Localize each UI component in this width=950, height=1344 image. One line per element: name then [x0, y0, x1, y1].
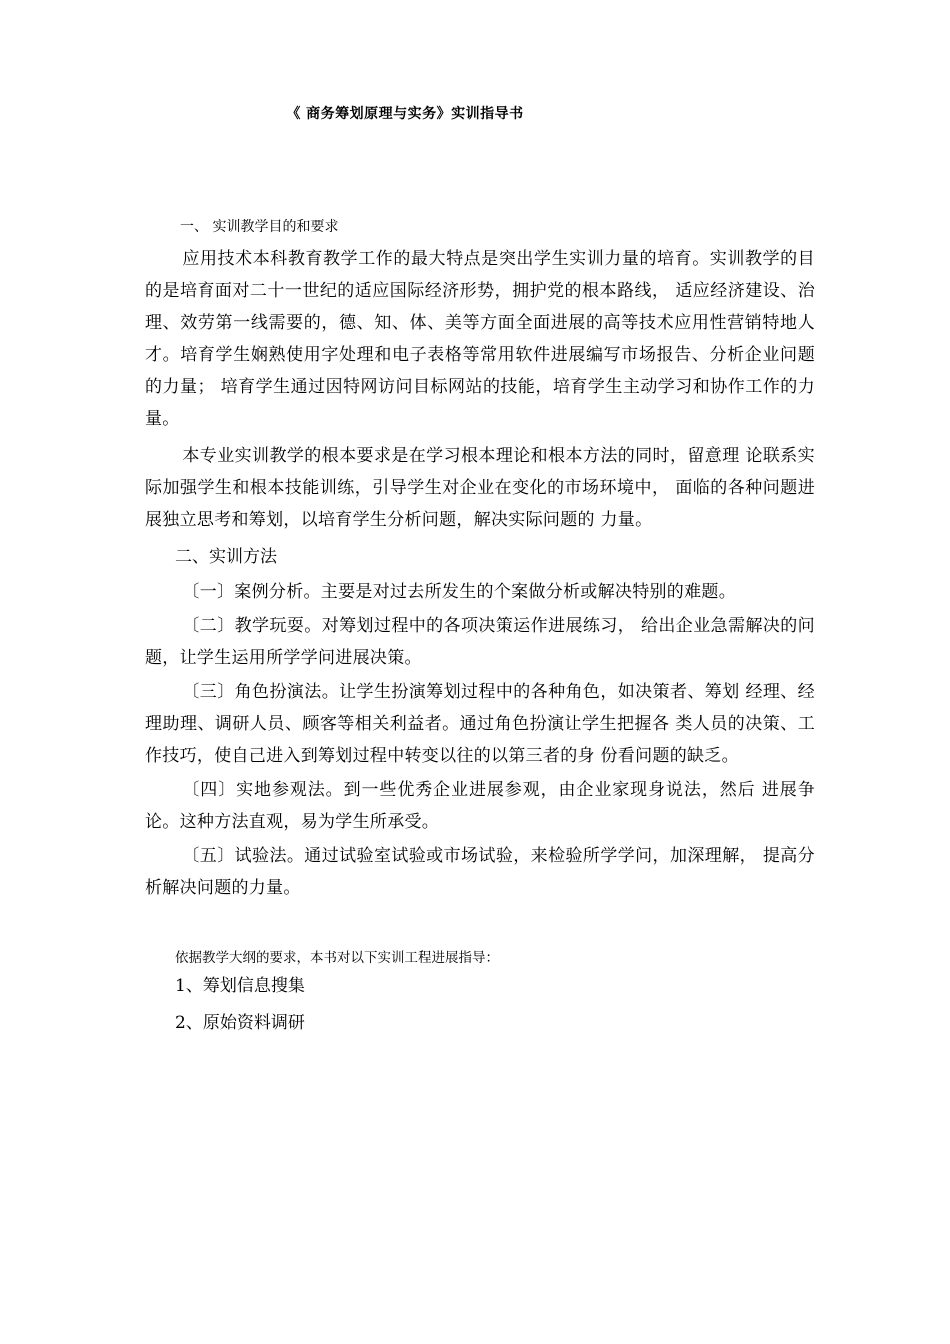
method-item: 〔二〕教学玩耍。对筹划过程中的各项决策运作进展练习， 给出企业急需解决的问题，让学生运用所学学问进展决策。: [145, 616, 815, 668]
list-item: 2、原始资料调研: [175, 1013, 305, 1033]
method-item: 〔三〕角色扮演法。让学生扮演筹划过程中的各种角色，如决策者、筹划 经理、经理助理、调研人员、顾客等相关利益者。通过角色扮演让学生把握各 类人员的决策、工作技巧，使自己进入到筹划过程中转变以往的以第三者的身 份看问题的缺乏。: [145, 682, 815, 766]
method-item: 〔四〕实地参观法。到一些优秀企业进展参观，由企业家现身说法，然后 进展争论。这种方法直观，易为学生所承受。: [145, 780, 815, 832]
section-1-paragraph-1: [145, 243, 815, 435]
section-1-heading: 一、 实训教学目的和要求: [180, 219, 339, 235]
method-item: 〔一〕案例分析。主要是对过去所发生的个案做分析或解决特别的难题。: [182, 582, 736, 602]
paragraph-text: 本专业实训教学的根本要求是在学习根本理论和根本方法的同时，留意理 论联系实际加强学生和根本技能训练，引导学生对企业在变化的市场环境中， 面临的各种问题进展独立思考和筹划，以培育学生分析问题，解决实际问题的 力量。: [145, 446, 815, 530]
guidance-intro: 依据教学大纲的要求，本书对以下实训工程进展指导：: [175, 950, 499, 966]
section-1-paragraph-2: [145, 440, 815, 536]
list-item: 1、筹划信息搜集: [175, 976, 305, 996]
document-title: 《 商务筹划原理与实务》实训指导书: [286, 106, 524, 122]
methods-list: [145, 576, 815, 906]
section-2-heading: 二、实训方法: [175, 547, 277, 567]
paragraph-text: 应用技术本科教育教学工作的最大特点是突出学生实训力量的培育。实训教学的目的是培育面对二十一世纪的适应国际经济形势，拥护党的根本路线， 适应经济建设、治理、效劳第一线需要的，德、知、体、美等方面全面进展的高等技术应用性营销特地人才。培育学生娴熟使用字处理和电子表格等常用软件进展编写市场报告、分析企业问题的力量； 培育学生通过因特网访问目标网站的技能，培育学生主动学习和协作工作的力量。: [145, 249, 815, 429]
project-list: [175, 970, 305, 1044]
method-item: 〔五〕试验法。通过试验室试验或市场试验，来检验所学学问，加深理解， 提高分析解决问题的力量。: [145, 846, 815, 898]
